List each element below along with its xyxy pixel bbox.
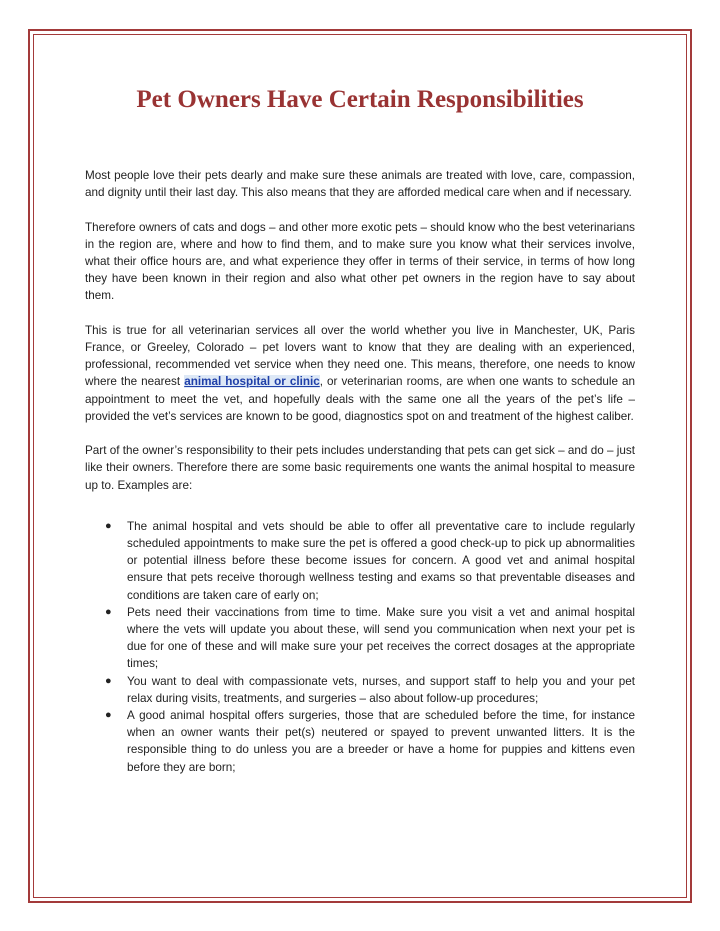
paragraph-worldwide-text-after: , or veterinarian rooms, are when one wants to schedule an appointment to meet the vet, and hopefully deals with the same one all the years of the pet’s life – provided the vet’s services are known to be good, diagnostics spot on and treatment of the highest caliber.: [85, 375, 635, 423]
list-item: [85, 518, 635, 604]
list-item-text: You want to deal with compassionate vets, nurses, and support staff to help you and your pet relax during visits, treatments, and surgeries – also about follow-up procedures;: [127, 674, 635, 705]
bullet-icon: ●: [105, 519, 112, 532]
paragraph-veterinarians: Therefore owners of cats and dogs – and other more exotic pets – should know who the best veterinarians in the region are, where and how to find them, and to make sure you know what their services involve, what their office hours are, and what experience they offer in terms of their service, in terms of how long they have been known in their region and also what other pet owners in the region have to say about them.: [85, 220, 635, 303]
bullet-icon: ●: [105, 605, 112, 618]
requirements-list: [85, 518, 635, 776]
list-item-text: A good animal hospital offers surgeries, those that are scheduled before the time, for instance when an owner wants their pet(s) neutered or spayed to prevent unwanted litters. It is the responsible thing to do unless you are a breeder or have a home for puppies and kittens even before they are born;: [127, 709, 635, 774]
paragraph-requirements: Part of the owner’s responsibility to their pets includes understanding that pets can get sick – and do – just like their owners. Therefore there are some basic requirements one wants the animal hospital to measure up to. Examples are:: [85, 444, 635, 492]
paragraph-intro: Most people love their pets dearly and make sure these animals are treated with love, care, compassion, and dignity until their last day. This also means that they are afforded medical care when and if necessary.: [85, 169, 635, 200]
list-item-text: The animal hospital and vets should be able to offer all preventative care to include regularly scheduled appointments to make sure the pet is offered a good check-up to pick up abnormalities or potential illness before these become issues for concern. A good vet and animal hospital ensure that pets receive thorough wellness testing and exams so that preventable diseases and conditions are taken care of early on;: [127, 519, 635, 602]
document-title: Pet Owners Have Certain Responsibilities: [136, 86, 584, 113]
paragraph-worldwide-text-before: This is true for all veterinarian services all over the world whether you live in Manchester, UK, Paris France, or Greeley, Colorado – pet lovers want to know that they are dealing with an experienced, professional, recommended vet service when they need one. This means, therefore, one needs to know where the nearest: [85, 323, 635, 389]
bullet-icon: ●: [105, 674, 112, 687]
list-item: [85, 604, 635, 673]
document-body: [85, 80, 635, 776]
bullet-icon: ●: [105, 709, 112, 722]
list-item: [85, 707, 635, 776]
list-item-text: Pets need their vaccinations from time to time. Make sure you visit a vet and animal hospital where the vets will update you about these, will send you communication when next your pet is due for one of these and will make sure your pet receives the correct dosages at the appropriate times;: [127, 605, 635, 671]
paragraph-worldwide: [85, 322, 635, 425]
animal-hospital-link[interactable]: animal hospital or clinic: [184, 375, 320, 389]
list-item: [85, 673, 635, 707]
